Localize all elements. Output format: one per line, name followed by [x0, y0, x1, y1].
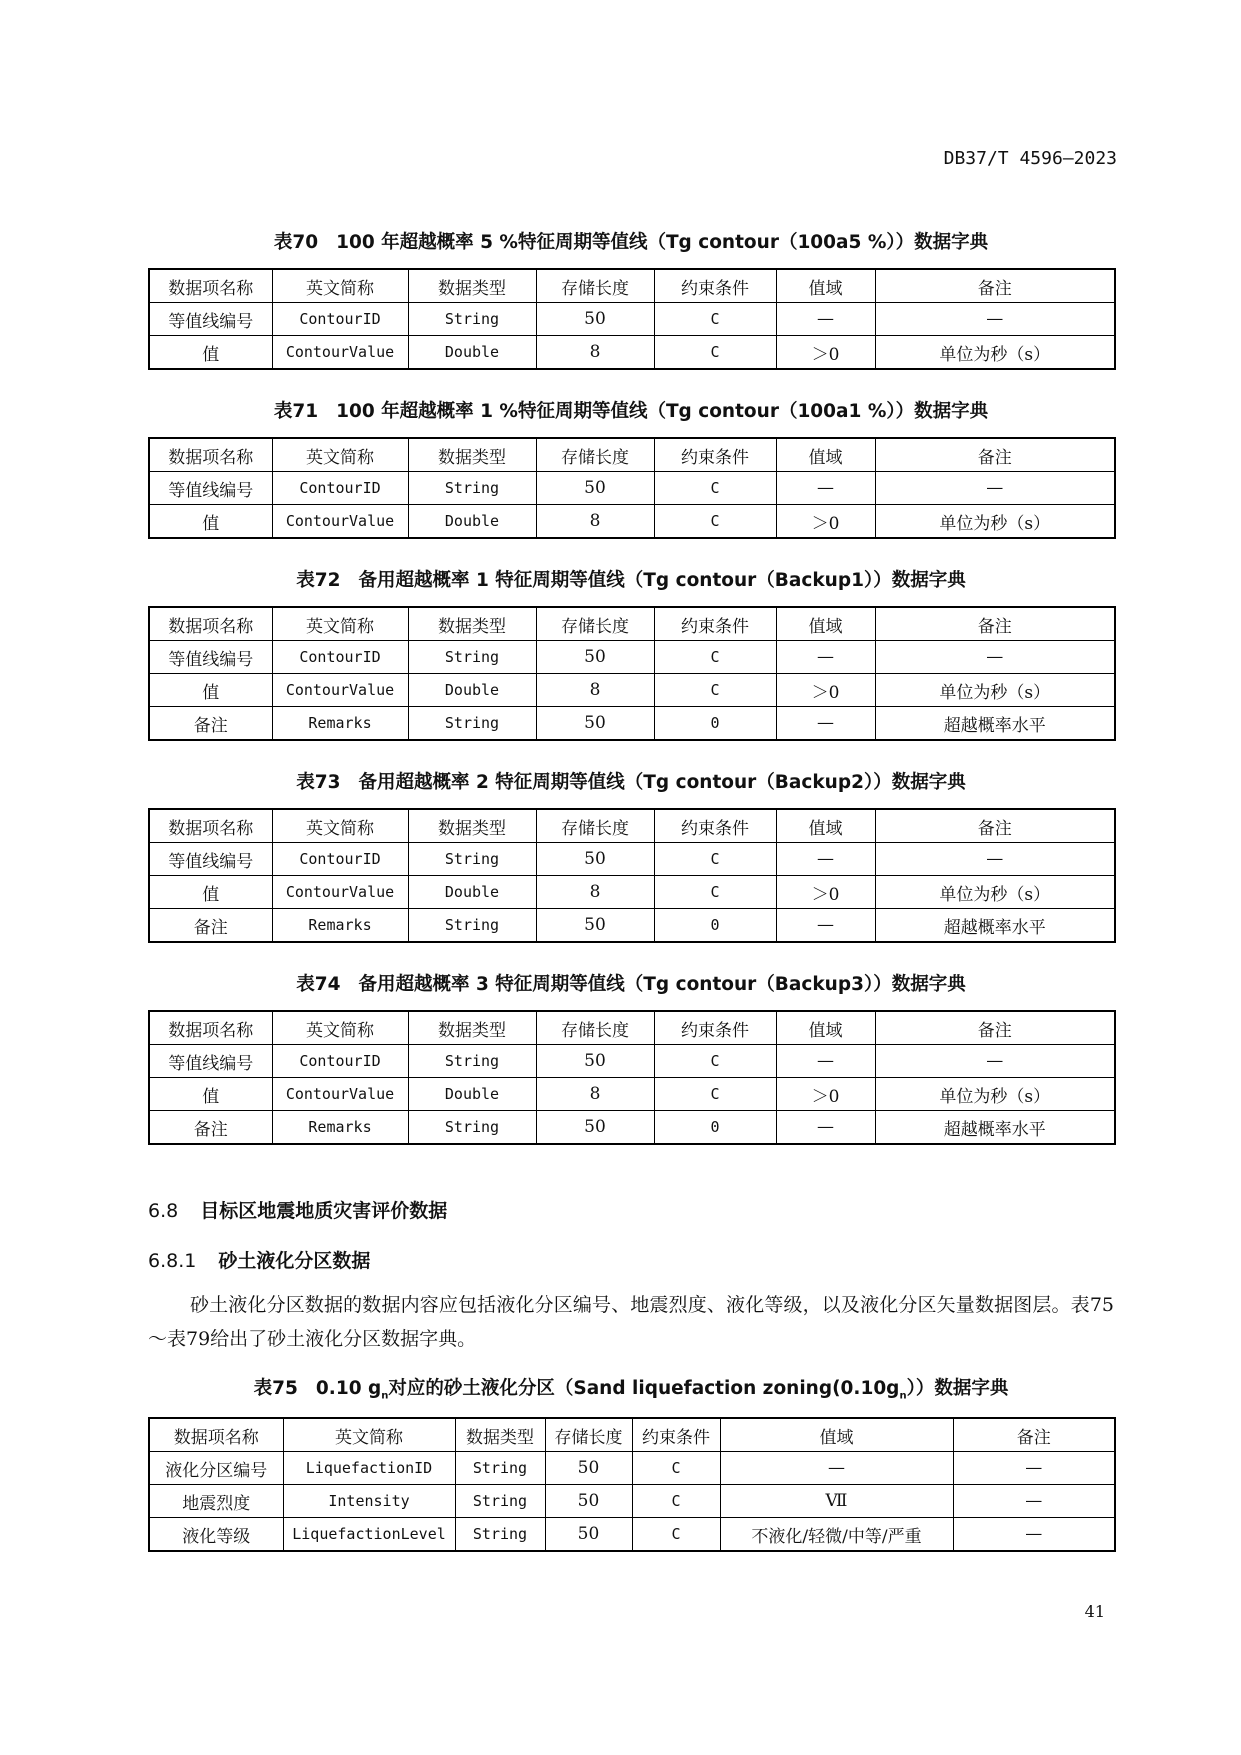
- column-header: 备注: [953, 1418, 1115, 1452]
- table-cell: —: [953, 1518, 1115, 1552]
- column-header: 数据类型: [408, 269, 536, 303]
- table-cell: ContourValue: [272, 336, 408, 370]
- column-header: 值域: [776, 1011, 875, 1045]
- table-cell: —: [720, 1452, 953, 1485]
- table-row: [149, 1045, 1115, 1078]
- table-cell: C: [654, 336, 776, 370]
- table-row: [149, 505, 1115, 539]
- table-row: [149, 336, 1115, 370]
- subsection-heading: 6.8.1 砂土液化分区数据: [148, 1250, 371, 1272]
- column-header: 值域: [776, 438, 875, 472]
- table-cell: 超越概率水平: [875, 707, 1115, 741]
- table-cell: 地震烈度: [149, 1485, 283, 1518]
- table-cell: 50: [536, 707, 654, 741]
- data-dictionary-table: [148, 1010, 1116, 1145]
- table-row: [149, 1111, 1115, 1145]
- table-cell: 值: [149, 336, 272, 370]
- table-cell: 单位为秒（s）: [875, 505, 1115, 539]
- column-header: 存储长度: [545, 1418, 632, 1452]
- table-cell: ContourValue: [272, 1078, 408, 1111]
- table-row: [149, 641, 1115, 674]
- table-cell: LiquefactionID: [283, 1452, 455, 1485]
- table-cell: 不液化/轻微/中等/严重: [720, 1518, 953, 1552]
- table-cell: —: [875, 303, 1115, 336]
- table-caption: 表73 备用超越概率 2 特征周期等值线（Tg contour（Backup2））数据字典: [296, 772, 966, 793]
- table-cell: Double: [408, 876, 536, 909]
- column-header: 数据项名称: [149, 607, 272, 641]
- column-header: 约束条件: [654, 269, 776, 303]
- table-cell: Ⅶ: [720, 1485, 953, 1518]
- table-cell: 等值线编号: [149, 641, 272, 674]
- table-cell: ＞0: [776, 876, 875, 909]
- column-header: 约束条件: [654, 1011, 776, 1045]
- column-header: 备注: [875, 809, 1115, 843]
- column-header: 英文简称: [272, 1011, 408, 1045]
- table-caption: 表74 备用超越概率 3 特征周期等值线（Tg contour（Backup3））数据字典: [296, 974, 966, 995]
- table-cell: 等值线编号: [149, 843, 272, 876]
- table-cell: ContourValue: [272, 505, 408, 539]
- column-header: 约束条件: [654, 438, 776, 472]
- table-cell: Remarks: [272, 707, 408, 741]
- table-caption: 表75 0.10 $g_n$对应的砂土液化分区（Sand liquefaction $zoning(0.10g_n)$）数据字典: [253, 1378, 1009, 1402]
- table-cell: Double: [408, 336, 536, 370]
- table-cell: 备注: [149, 1111, 272, 1145]
- table-cell: 等值线编号: [149, 303, 272, 336]
- column-header: 数据类型: [408, 809, 536, 843]
- table-header-row: [149, 438, 1115, 472]
- data-dictionary-table: [148, 606, 1116, 741]
- column-header: 数据项名称: [149, 1011, 272, 1045]
- table-cell: 液化等级: [149, 1518, 283, 1552]
- table-cell: —: [953, 1485, 1115, 1518]
- column-header: 数据项名称: [149, 809, 272, 843]
- table-cell: ＞0: [776, 674, 875, 707]
- table-cell: String: [455, 1485, 545, 1518]
- table-caption: 表70 100 年超越概率 5 %特征周期等值线（Tg contour（100a5 %））数据字典: [273, 232, 989, 253]
- table-cell: —: [875, 843, 1115, 876]
- table-cell: C: [632, 1452, 720, 1485]
- table-cell: ContourID: [272, 303, 408, 336]
- column-header: 英文简称: [272, 607, 408, 641]
- table-cell: 50: [536, 1111, 654, 1145]
- table-cell: C: [654, 641, 776, 674]
- table-cell: ＞0: [776, 505, 875, 539]
- table-row: [149, 303, 1115, 336]
- column-header: 数据项名称: [149, 1418, 283, 1452]
- section-heading: 6.8 目标区地震地质灾害评价数据: [148, 1200, 448, 1222]
- table-cell: 备注: [149, 707, 272, 741]
- column-header: 英文简称: [272, 269, 408, 303]
- column-header: 存储长度: [536, 269, 654, 303]
- table-row: [149, 843, 1115, 876]
- column-header: 存储长度: [536, 438, 654, 472]
- body-paragraph: 砂土液化分区数据的数据内容应包括液化分区编号、地震烈度、液化等级，以及液化分区矢量数据图层。表75～表79给出了砂土液化分区数据字典。: [148, 1294, 1114, 1350]
- table-cell: String: [455, 1518, 545, 1552]
- table-cell: —: [776, 1045, 875, 1078]
- table-header-row: [149, 809, 1115, 843]
- table-cell: 单位为秒（s）: [875, 336, 1115, 370]
- column-header: 存储长度: [536, 607, 654, 641]
- table-cell: 8: [536, 876, 654, 909]
- table-row: [149, 1078, 1115, 1111]
- table-cell: Intensity: [283, 1485, 455, 1518]
- table-cell: 备注: [149, 909, 272, 943]
- table-cell: Remarks: [272, 1111, 408, 1145]
- column-header: 值域: [720, 1418, 953, 1452]
- table-cell: String: [408, 641, 536, 674]
- column-header: 约束条件: [654, 809, 776, 843]
- column-header: 存储长度: [536, 1011, 654, 1045]
- table-cell: C: [654, 505, 776, 539]
- table-row: [149, 1518, 1115, 1552]
- table-cell: 0: [654, 909, 776, 943]
- table-cell: 50: [545, 1485, 632, 1518]
- table-cell: —: [776, 843, 875, 876]
- table-cell: String: [408, 1045, 536, 1078]
- table-cell: ＞0: [776, 336, 875, 370]
- table-cell: —: [776, 1111, 875, 1145]
- table-cell: 单位为秒（s）: [875, 1078, 1115, 1111]
- table-row: [149, 909, 1115, 943]
- column-header: 数据类型: [408, 438, 536, 472]
- table-cell: 50: [536, 909, 654, 943]
- table-cell: ContourID: [272, 1045, 408, 1078]
- column-header: 数据项名称: [149, 438, 272, 472]
- column-header: 值域: [776, 269, 875, 303]
- table-cell: 超越概率水平: [875, 1111, 1115, 1145]
- table-cell: Double: [408, 674, 536, 707]
- table-cell: Double: [408, 1078, 536, 1111]
- column-header: 数据类型: [408, 607, 536, 641]
- column-header: 数据类型: [455, 1418, 545, 1452]
- table-header-row: [149, 1011, 1115, 1045]
- table-cell: C: [654, 843, 776, 876]
- table-caption: 表71 100 年超越概率 1 %特征周期等值线（Tg contour（100a1 %））数据字典: [273, 401, 989, 422]
- table-cell: C: [654, 674, 776, 707]
- table-row: [149, 472, 1115, 505]
- table-cell: 8: [536, 674, 654, 707]
- table-cell: 50: [536, 1045, 654, 1078]
- column-header: 值域: [776, 809, 875, 843]
- table-cell: ContourID: [272, 641, 408, 674]
- table-cell: —: [953, 1452, 1115, 1485]
- table-header-row: [149, 269, 1115, 303]
- table-cell: C: [654, 1045, 776, 1078]
- table-row: [149, 674, 1115, 707]
- table-cell: 液化分区编号: [149, 1452, 283, 1485]
- table-cell: String: [408, 303, 536, 336]
- table-cell: 等值线编号: [149, 472, 272, 505]
- table-cell: 0: [654, 707, 776, 741]
- table-row: [149, 707, 1115, 741]
- table-cell: String: [408, 472, 536, 505]
- data-dictionary-table: [148, 1417, 1116, 1552]
- column-header: 数据项名称: [149, 269, 272, 303]
- table-cell: —: [776, 641, 875, 674]
- column-header: 数据类型: [408, 1011, 536, 1045]
- table-cell: C: [654, 1078, 776, 1111]
- table-row: [149, 876, 1115, 909]
- table-cell: ＞0: [776, 1078, 875, 1111]
- table-cell: C: [632, 1485, 720, 1518]
- table-cell: 50: [536, 303, 654, 336]
- table-cell: 50: [536, 472, 654, 505]
- table-cell: 0: [654, 1111, 776, 1145]
- table-cell: 8: [536, 505, 654, 539]
- table-cell: 50: [545, 1518, 632, 1552]
- table-cell: —: [875, 641, 1115, 674]
- table-cell: 值: [149, 1078, 272, 1111]
- table-cell: —: [776, 707, 875, 741]
- table-cell: 8: [536, 336, 654, 370]
- table-cell: 50: [536, 843, 654, 876]
- table-cell: 超越概率水平: [875, 909, 1115, 943]
- table-cell: —: [875, 472, 1115, 505]
- table-cell: String: [408, 909, 536, 943]
- table-row: [149, 1452, 1115, 1485]
- table-cell: ContourValue: [272, 876, 408, 909]
- table-cell: 单位为秒（s）: [875, 876, 1115, 909]
- table-caption: 表72 备用超越概率 1 特征周期等值线（Tg contour（Backup1））数据字典: [296, 570, 966, 591]
- column-header: 英文简称: [272, 438, 408, 472]
- table-row: [149, 1485, 1115, 1518]
- table-cell: String: [408, 707, 536, 741]
- table-cell: 单位为秒（s）: [875, 674, 1115, 707]
- data-dictionary-table: [148, 268, 1116, 370]
- column-header: 约束条件: [654, 607, 776, 641]
- table-cell: C: [654, 303, 776, 336]
- column-header: 英文简称: [272, 809, 408, 843]
- table-cell: ContourValue: [272, 674, 408, 707]
- table-header-row: [149, 1418, 1115, 1452]
- data-dictionary-table: [148, 437, 1116, 539]
- column-header: 约束条件: [632, 1418, 720, 1452]
- table-cell: 8: [536, 1078, 654, 1111]
- table-cell: ContourID: [272, 472, 408, 505]
- table-header-row: [149, 607, 1115, 641]
- table-cell: String: [408, 843, 536, 876]
- table-cell: Remarks: [272, 909, 408, 943]
- table-cell: ContourID: [272, 843, 408, 876]
- table-cell: 值: [149, 876, 272, 909]
- page-number: 41: [1084, 1602, 1105, 1621]
- column-header: 英文简称: [283, 1418, 455, 1452]
- table-cell: 50: [545, 1452, 632, 1485]
- table-cell: C: [654, 472, 776, 505]
- column-header: 备注: [875, 438, 1115, 472]
- table-cell: 50: [536, 641, 654, 674]
- table-cell: LiquefactionLevel: [283, 1518, 455, 1552]
- column-header: 存储长度: [536, 809, 654, 843]
- table-cell: C: [654, 876, 776, 909]
- table-cell: 值: [149, 505, 272, 539]
- table-cell: —: [875, 1045, 1115, 1078]
- table-cell: Double: [408, 505, 536, 539]
- data-dictionary-table: [148, 808, 1116, 943]
- standard-number: DB37/T 4596—2023: [943, 148, 1117, 169]
- table-cell: C: [632, 1518, 720, 1552]
- table-cell: 等值线编号: [149, 1045, 272, 1078]
- table-cell: String: [455, 1452, 545, 1485]
- table-cell: —: [776, 472, 875, 505]
- column-header: 备注: [875, 607, 1115, 641]
- table-cell: String: [408, 1111, 536, 1145]
- table-cell: —: [776, 303, 875, 336]
- table-cell: —: [776, 909, 875, 943]
- column-header: 备注: [875, 1011, 1115, 1045]
- column-header: 备注: [875, 269, 1115, 303]
- column-header: 值域: [776, 607, 875, 641]
- table-cell: 值: [149, 674, 272, 707]
